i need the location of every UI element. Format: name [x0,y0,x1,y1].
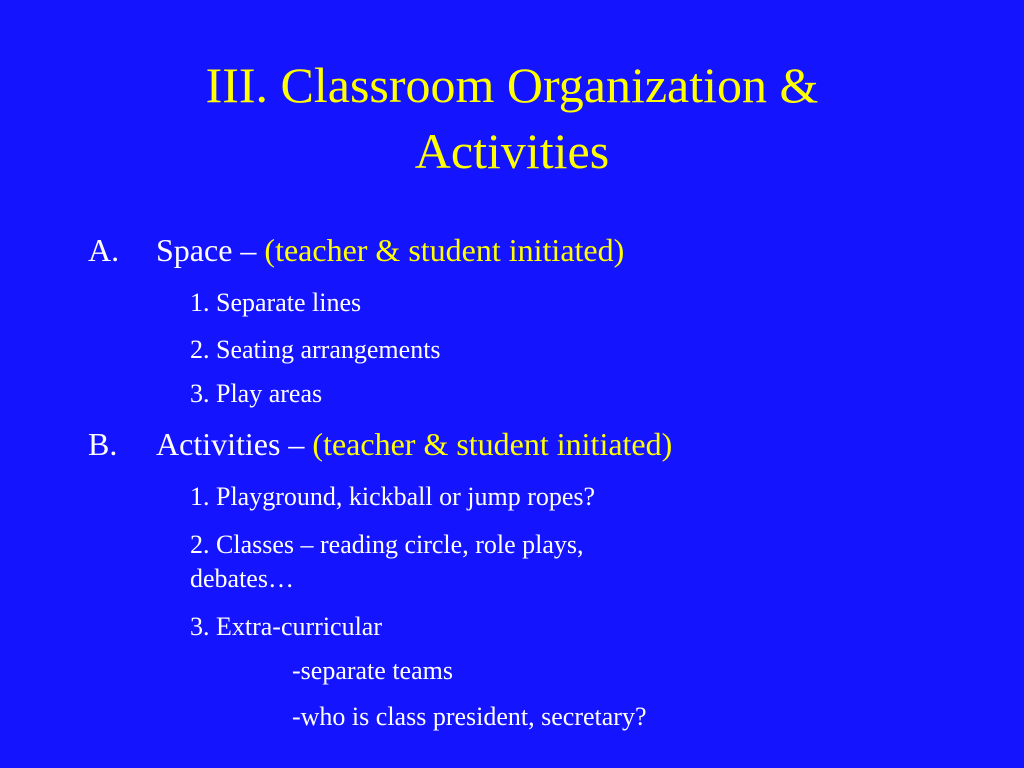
section-a-paren: (teacher & student initiated) [264,232,625,268]
title-line-1: III. Classroom Organization & [205,57,819,113]
slide-title [100,52,924,184]
section-a-item-1: 1. Separate lines [190,288,362,317]
section-b-item-1: 1. Playground, kickball or jump ropes? [190,482,596,511]
section-a-item-3: 3. Play areas [190,379,323,408]
section-b-heading [156,426,672,463]
section-a-heading [156,232,624,269]
section-a-label: Space – [156,232,265,268]
section-b-subitem-1: -separate teams [292,656,453,685]
section-b-item-2-cont: debates… [190,564,294,593]
section-b-subitem-2: -who is class president, secretary? [292,702,647,731]
section-a-letter: A. [88,232,120,268]
section-b-letter: B. [88,426,118,462]
section-b-paren: (teacher & student initiated) [312,426,673,462]
section-a-item-2: 2. Seating arrangements [190,335,441,364]
section-b-item-3: 3. Extra-curricular [190,612,383,641]
title-line-2: Activities [414,123,610,179]
section-b-label: Activities – [156,426,313,462]
section-b-item-2: 2. Classes – reading circle, role plays, [190,530,584,559]
